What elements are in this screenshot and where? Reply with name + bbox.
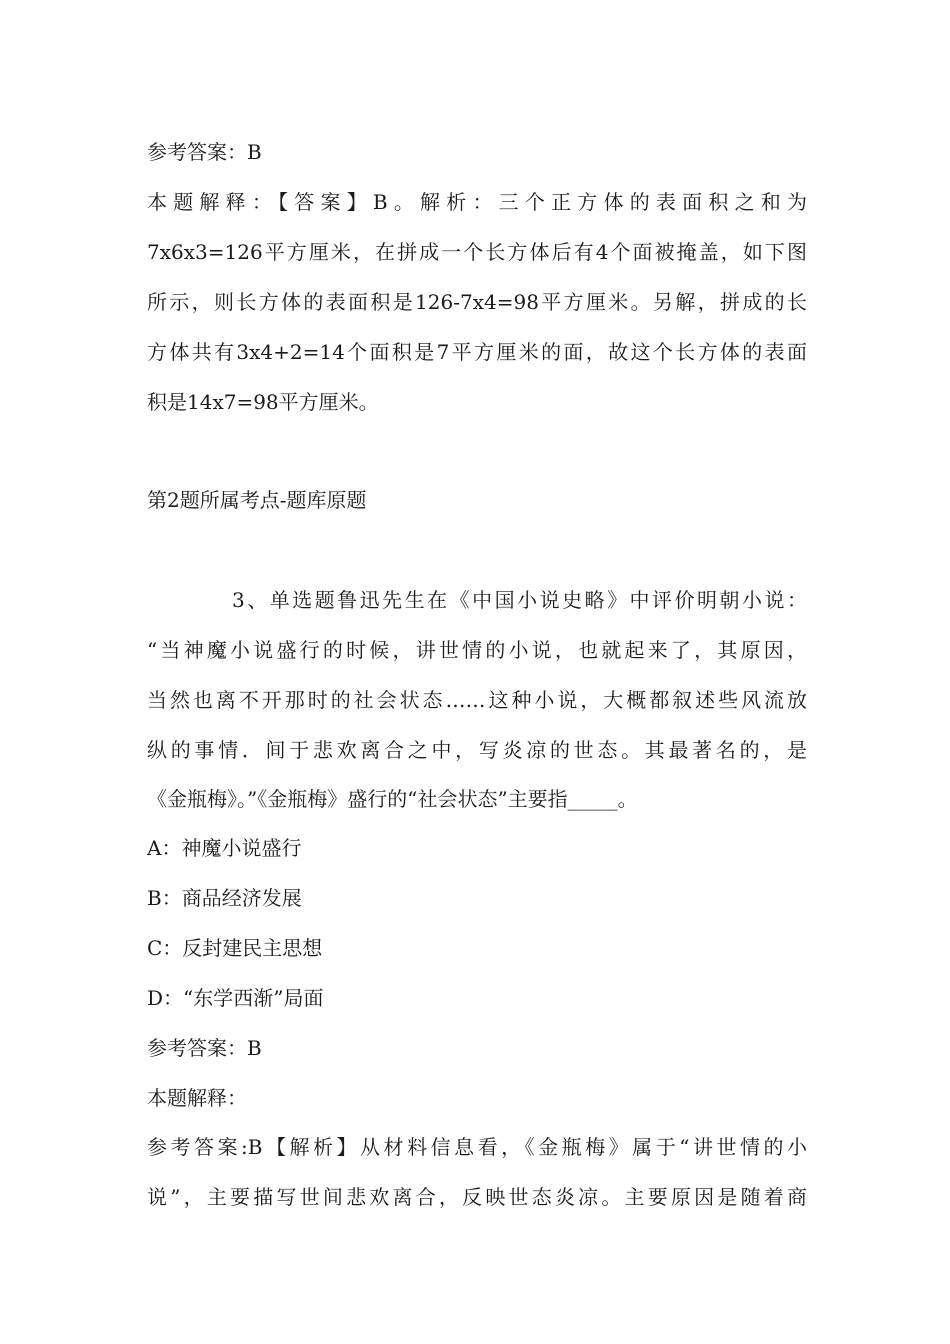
- q2-explanation-line-3: 所示，则长方体的表面积是126-7x4=98平方厘米。另解，拼成的长: [147, 290, 807, 314]
- q3-analysis-line-2: 说”，主要描写世间悲欢离合，反映世态炎凉。主要原因是随着商: [147, 1185, 807, 1209]
- q2-explanation-line-5: 积是14x7=98平方厘米。: [147, 390, 379, 414]
- q2-explanation-line-2: 7x6x3=126平方厘米，在拼成一个长方体后有4个面被掩盖，如下图: [147, 240, 807, 264]
- q3-question-line-2: “当神魔小说盛行的时候，讲世情的小说，也就起来了，其原因，: [147, 638, 807, 662]
- q3-option-a: A：神魔小说盛行: [147, 836, 302, 860]
- q2-category: 第2题所属考点-题库原题: [147, 488, 367, 512]
- q3-option-d: D：“东学西渐”局面: [147, 986, 324, 1010]
- q3-question-line-1: 3、单选题鲁迅先生在《中国小说史略》中评价明朝小说：: [232, 588, 807, 612]
- q3-question-line-5: 《金瓶梅》。”《金瓶梅》盛行的“社会状态”主要指_____。: [147, 787, 638, 811]
- q2-answer: 参考答案：B: [147, 140, 262, 164]
- q3-question-line-4: 纵的事情．间于悲欢离合之中，写炎凉的世态。其最著名的，是: [147, 738, 807, 762]
- q2-explanation-line-1: 本题解释：【答案】B。解析：三个正方体的表面积之和为: [147, 190, 807, 214]
- q3-answer: 参考答案：B: [147, 1036, 262, 1060]
- q3-explanation-label: 本题解释：: [147, 1086, 247, 1110]
- q3-option-b: B：商品经济发展: [147, 886, 302, 910]
- q3-option-c: C：反封建民主思想: [147, 936, 323, 960]
- q3-analysis-line-1: 参考答案:B【解析】从材料信息看，《金瓶梅》属于“讲世情的小: [147, 1135, 807, 1159]
- q3-question-line-3: 当然也离不开那时的社会状态……这种小说，大概都叙述些风流放: [147, 688, 807, 712]
- q2-explanation-line-4: 方体共有3x4+2=14个面积是7平方厘米的面，故这个长方体的表面: [147, 340, 807, 364]
